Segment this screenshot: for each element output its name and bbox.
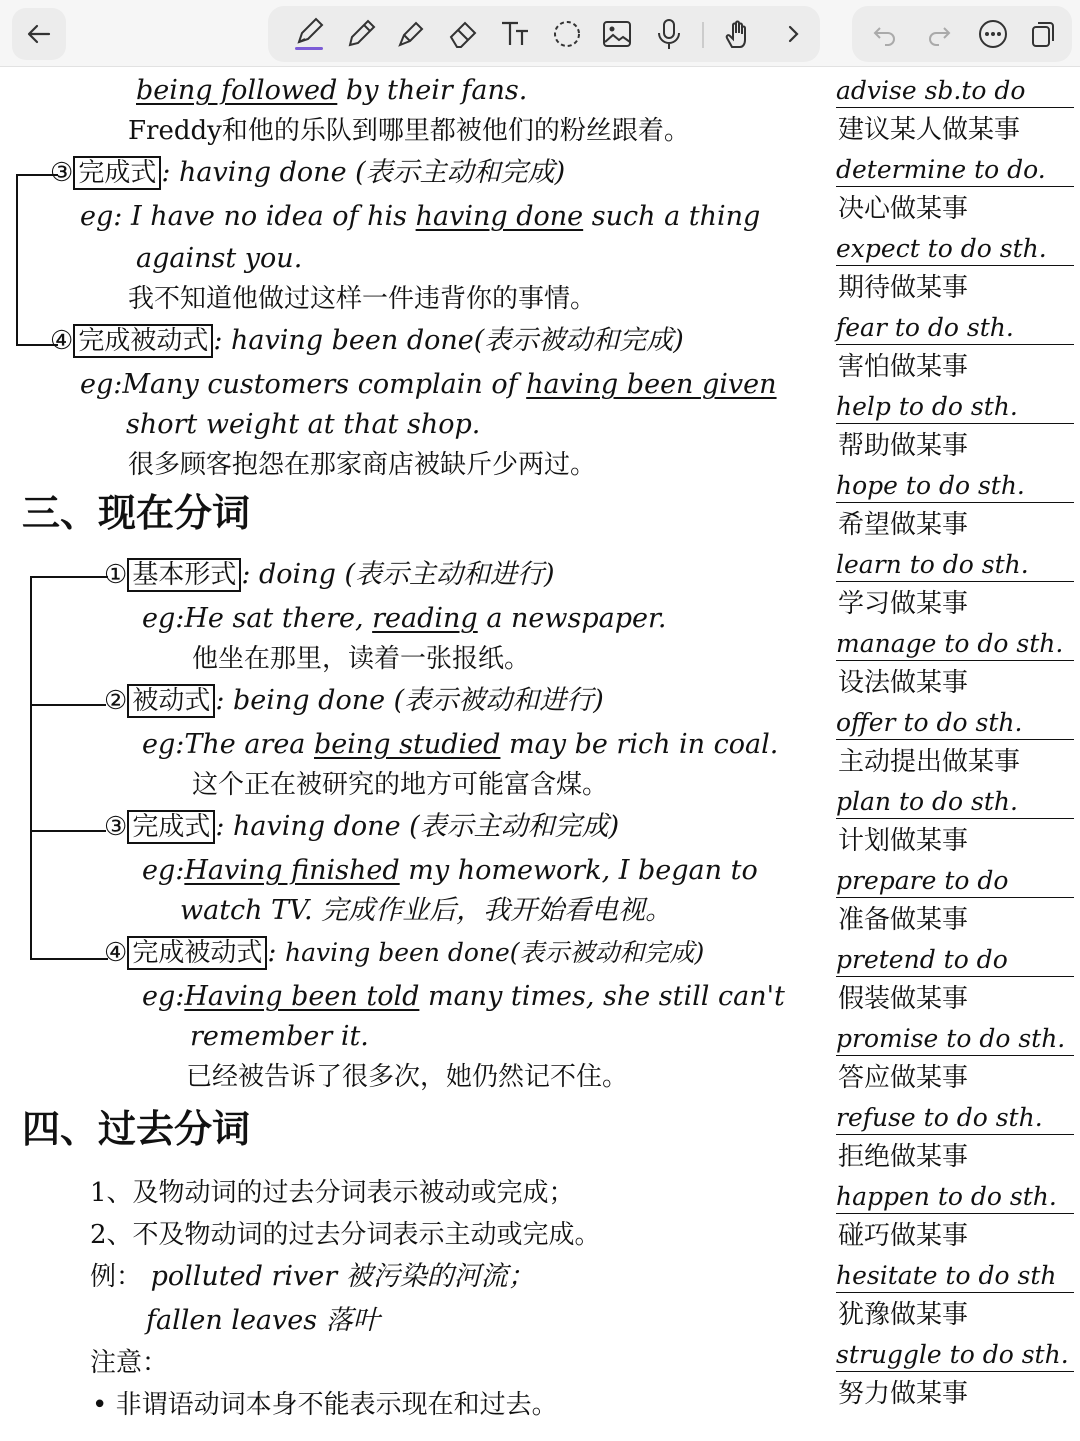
- vocab-meaning: 假装做某事: [838, 984, 969, 1014]
- form-label-box: 完成被动式: [73, 324, 213, 358]
- vocab-meaning: 主动提出做某事: [838, 747, 1021, 777]
- item-number: ④: [50, 326, 74, 356]
- pencil-tool[interactable]: [342, 15, 380, 53]
- example-line: [142, 728, 778, 762]
- redo-button[interactable]: [920, 15, 958, 53]
- example-text: eg:: [142, 981, 185, 1012]
- example-text: eg:He sat there,: [142, 603, 364, 634]
- tree-bracket: [30, 576, 108, 960]
- pencil-icon: [344, 17, 378, 51]
- form-item: ③ 完成式 : having done (表示主动和完成): [50, 157, 566, 188]
- vocab-phrase: offer to do sth.: [836, 708, 1074, 740]
- vocab-phrase: refuse to do sth.: [836, 1103, 1074, 1135]
- vocab-phrase: advise sb.to do: [836, 76, 1074, 108]
- form-description: having been done(表示被动和完成): [285, 938, 705, 967]
- vocab-phrase: promise to do sth.: [836, 1024, 1074, 1056]
- chinese-translation: 很多顾客抱怨在那家商店被缺斤少两过。: [128, 450, 597, 480]
- underlined-phrase: being studied: [314, 729, 501, 760]
- vocab-phrase: pretend to do: [836, 945, 1074, 977]
- bullet-note: • 非谓语动词本身不能表示现在和过去。: [92, 1390, 558, 1420]
- example-continuation: remember it.: [190, 1021, 369, 1052]
- lasso-icon: [550, 17, 584, 51]
- vocab-meaning: 设法做某事: [838, 668, 969, 698]
- chinese-translation: 我不知道他做过这样一件违背你的事情。: [128, 284, 597, 314]
- form-description: having done (表示主动和完成): [179, 157, 566, 188]
- more-options-button[interactable]: [974, 15, 1012, 53]
- undo-button[interactable]: [866, 15, 904, 53]
- example-continuation: short weight at that shop.: [126, 409, 481, 440]
- vocab-phrase: manage to do sth.: [836, 629, 1074, 661]
- undo-icon: [871, 20, 899, 48]
- vocab-meaning: 期待做某事: [838, 273, 969, 303]
- example-text: eg:The area: [142, 729, 306, 760]
- pages-icon: [1028, 19, 1058, 49]
- eraser-icon: [446, 17, 480, 51]
- note-toolbar: [0, 0, 1080, 67]
- example-text: my homework, I began to: [408, 855, 758, 886]
- chinese-translation: 已经被告诉了很多次，她仍然记不住。: [186, 1062, 629, 1092]
- highlighter-icon: [394, 17, 428, 51]
- example-line: fallen leaves 落叶: [146, 1305, 380, 1336]
- example-continuation: watch TV. 完成作业后，我开始看电视。: [180, 895, 673, 926]
- highlighter-tool[interactable]: [392, 15, 430, 53]
- eraser-tool[interactable]: [444, 15, 482, 53]
- form-label-box: 基本形式: [127, 558, 241, 592]
- drawing-tools: [268, 6, 820, 62]
- back-button[interactable]: [12, 8, 66, 60]
- vocab-meaning: 碰巧做某事: [838, 1221, 969, 1251]
- form-item: ③ 完成式 : having done (表示主动和完成): [104, 811, 620, 842]
- touch-draw-tool[interactable]: [718, 15, 756, 53]
- example-label: 例：: [90, 1262, 143, 1292]
- voice-tool[interactable]: [650, 15, 688, 53]
- vocab-meaning: 计划做某事: [838, 826, 969, 856]
- vocab-phrase: struggle to do sth.: [836, 1340, 1074, 1372]
- vocab-meaning: 准备做某事: [838, 905, 969, 935]
- form-item: ① 基本形式 : doing (表示主动和进行): [104, 559, 555, 590]
- vocab-meaning: 希望做某事: [838, 510, 969, 540]
- touch-hand-icon: [720, 17, 754, 51]
- chinese-translation: Freddy和他的乐队到哪里都被他们的粉丝跟着。: [128, 116, 690, 146]
- tree-branch: [30, 830, 106, 832]
- example-continuation: against you.: [136, 243, 303, 274]
- example-line: [142, 602, 667, 636]
- item-number: ③: [50, 158, 74, 188]
- vocab-phrase: hesitate to do sth: [836, 1261, 1074, 1293]
- vocab-phrase: fear to do sth.: [836, 313, 1074, 345]
- underlined-phrase: Having been told: [184, 981, 420, 1012]
- underlined-phrase: Having finished: [184, 855, 400, 886]
- tree-branch: [30, 704, 106, 706]
- vocab-meaning: 害怕做某事: [838, 352, 969, 382]
- microphone-icon: [652, 17, 686, 51]
- item-number: ④: [104, 938, 128, 968]
- form-description: having been done(表示被动和完成): [231, 325, 684, 356]
- vocab-meaning: 努力做某事: [838, 1379, 969, 1409]
- item-number: ①: [104, 560, 128, 590]
- vocab-phrase: hope to do sth.: [836, 471, 1074, 503]
- vocab-meaning: 答应做某事: [838, 1063, 969, 1093]
- redo-icon: [925, 20, 953, 48]
- toolbar-divider: [702, 22, 704, 48]
- vocab-meaning: 拒绝做某事: [838, 1142, 969, 1172]
- section-heading: 三、现在分词: [22, 491, 251, 535]
- vocab-meaning: 犹豫做某事: [838, 1300, 969, 1330]
- lasso-tool[interactable]: [548, 15, 586, 53]
- example-text: polluted river 被污染的河流；: [150, 1261, 535, 1292]
- vocab-meaning: 学习做某事: [838, 589, 969, 619]
- back-arrow-icon: [25, 20, 53, 48]
- form-description: doing (表示主动和进行): [259, 559, 555, 590]
- more-tools-button[interactable]: [774, 15, 812, 53]
- underlined-phrase: having been given: [526, 369, 777, 400]
- form-item: ④ 完成被动式 : having been done(表示被动和完成): [50, 325, 684, 356]
- example-line: [80, 200, 760, 234]
- example-text: eg:: [142, 855, 185, 886]
- vocab-meaning: 帮助做某事: [838, 431, 969, 461]
- example-line: [80, 368, 777, 402]
- vocab-meaning: 建议某人做某事: [838, 115, 1021, 145]
- image-tool[interactable]: [598, 15, 636, 53]
- example-text: may be rich in coal.: [509, 729, 779, 760]
- example-line: [142, 980, 785, 1014]
- form-label-box: 完成式: [127, 810, 215, 844]
- phrase: by their fans.: [345, 75, 528, 106]
- history-controls: [852, 6, 1072, 62]
- chevron-right-icon: [781, 22, 805, 46]
- underlined-phrase: reading: [372, 603, 478, 634]
- text-tool[interactable]: [496, 15, 534, 53]
- item-number: ③: [104, 812, 128, 842]
- section-heading: 四、过去分词: [22, 1107, 251, 1151]
- form-item: ④ 完成被动式 : having been done(表示被动和完成): [104, 937, 705, 968]
- vocab-phrase: happen to do sth.: [836, 1182, 1074, 1214]
- vocab-phrase: help to do sth.: [836, 392, 1074, 424]
- vocab-phrase: prepare to do: [836, 866, 1074, 898]
- text-line: [136, 74, 527, 108]
- vocab-phrase: expect to do sth.: [836, 234, 1074, 266]
- item-number: ②: [104, 686, 128, 716]
- form-description: being done (表示被动和进行): [233, 685, 604, 716]
- pen-tool[interactable]: [290, 15, 328, 53]
- form-item: ② 被动式 : being done (表示被动和进行): [104, 685, 604, 716]
- form-label-box: 被动式: [127, 684, 215, 718]
- vocab-phrase: determine to do.: [836, 155, 1074, 187]
- chinese-translation: 他坐在那里，读着一张报纸。: [192, 644, 531, 674]
- image-icon: [600, 17, 634, 51]
- note-label: 注意：: [90, 1348, 169, 1378]
- vocab-meaning: 决心做某事: [838, 194, 969, 224]
- tree-bracket: [16, 174, 58, 346]
- example-text: a newspaper.: [486, 603, 667, 634]
- example-text: such a thing: [591, 201, 761, 232]
- text-icon: [498, 17, 532, 51]
- pages-button[interactable]: [1024, 15, 1062, 53]
- form-label-box: 完成被动式: [127, 936, 267, 970]
- example-text: many times, she still can't: [427, 981, 785, 1012]
- form-description: having done (表示主动和完成): [233, 811, 620, 842]
- example-line: [90, 1260, 535, 1294]
- pen-icon: [291, 16, 327, 52]
- rule-line: 2、不及物动词的过去分词表示主动或完成。: [90, 1220, 601, 1250]
- form-label-box: 完成式: [73, 156, 161, 190]
- example-text: eg: I have no idea of his: [80, 201, 408, 232]
- vocab-phrase: plan to do sth.: [836, 787, 1074, 819]
- more-icon: [977, 18, 1009, 50]
- rule-line: 1、及物动词的过去分词表示被动或完成；: [90, 1178, 575, 1208]
- underlined-phrase: being followed: [136, 75, 338, 106]
- underlined-phrase: having done: [415, 201, 584, 232]
- chinese-translation: 这个正在被研究的地方可能富含煤。: [192, 770, 609, 800]
- example-line: [142, 854, 758, 888]
- example-text: eg:Many customers complain of: [80, 369, 518, 400]
- vocab-phrase: learn to do sth.: [836, 550, 1074, 582]
